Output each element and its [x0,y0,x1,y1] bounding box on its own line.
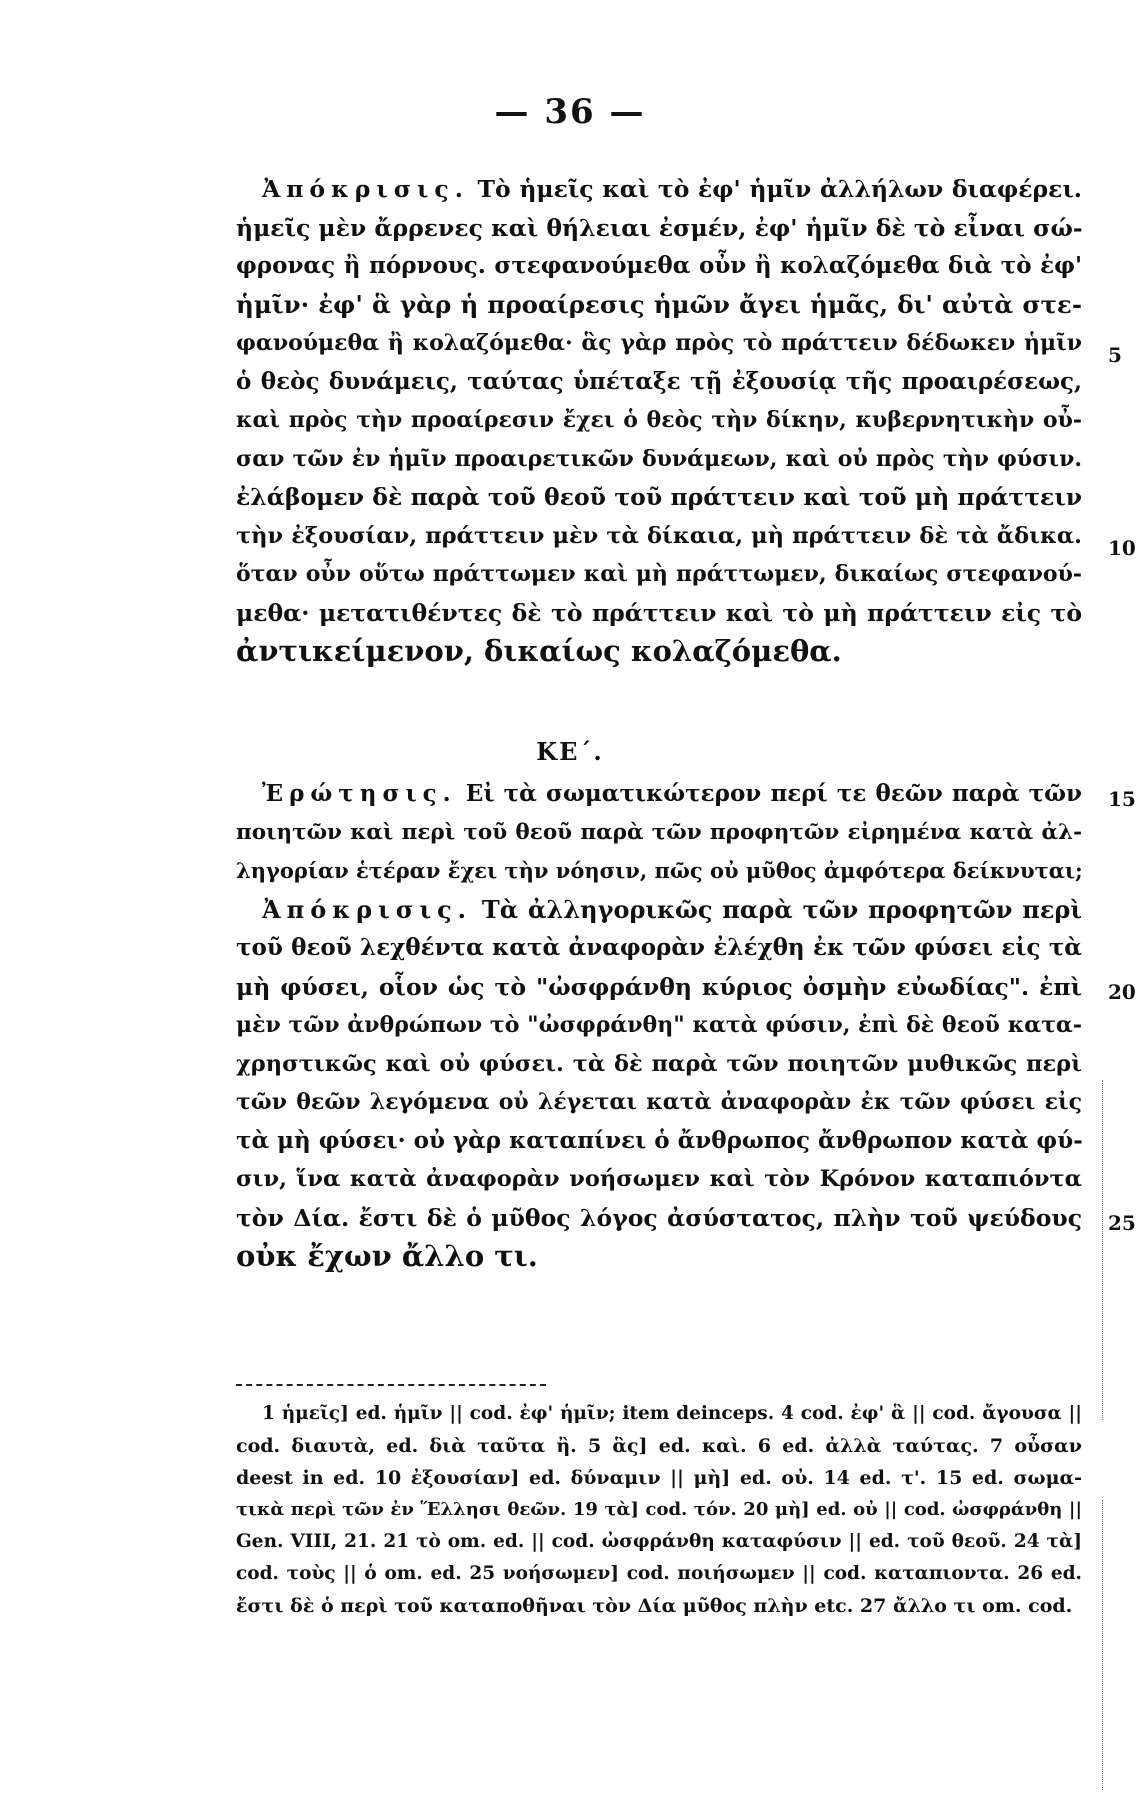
speaker-label: Ἐρώτησις. [262,780,457,807]
text-line: οὐκ ἔχων ἄλλο τι. [236,1239,538,1273]
footnote-line: cod. τοὺς || ὁ om. ed. 25 νοήσωμεν] cod. ποιήσωμεν || cod. καταπιοντα. 26 ed. [236,1563,1082,1584]
text-line: Ἀπόκρισις. Τὸ ἡμεῖς καὶ τὸ ἐφ' ἡμῖν ἀλλήλων διαφέρει. [262,175,1082,203]
scan-edge-mark [1102,1500,1103,1790]
footnote-line: τικὰ περὶ τῶν ἐν Ἕλλησι θεῶν. 19 τὰ] cod. τόν. 20 μὴ] ed. οὐ || cod. ὠσφράνθη || [236,1499,1082,1520]
text-line: ὁ θεὸς δυνάμεις, ταύτας ὑπέταξε τῇ ἐξουσίᾳ τῆς προαιρέσεως, [236,367,1082,395]
text-line: φρονας ἢ πόρνους. στεφανούμεθα οὖν ἢ κολαζόμεθα διὰ τὸ ἐφ' [236,252,1082,279]
scan-edge-mark [1102,1080,1103,1420]
text-line: σιν, ἵνα κατὰ ἀναφορὰν νοήσωμεν καὶ τὸν Κρόνον καταπιόντα [236,1166,1082,1192]
line-number: 20 [1108,980,1136,1004]
footnote-line: Gen. VIII, 21. 21 τὸ om. ed. || cod. ὠσφράνθη καταφύσιν || ed. τοῦ θεοῦ. 24 τὰ] [236,1531,1082,1552]
text-line: ἡμεῖς μὲν ἄρρενες καὶ θήλειαι ἐσμέν, ἐφ' ἡμῖν δὲ τὸ εἶναι σώ- [236,213,1083,242]
line-number: 25 [1108,1211,1136,1235]
line-number: 15 [1108,787,1136,811]
page-number: — 36 — [494,92,646,132]
text-line: μὴ φύσει, οἷον ὡς τὸ "ὠσφράνθη κύριος ὀσμὴν εὐωδίας". ἐπὶ [236,972,1082,1001]
text-line: τοῦ θεοῦ λεχθέντα κατὰ ἀναφορὰν ἐλέχθη ἐκ τῶν φύσει εἰς τὰ [236,934,1082,961]
text-line: μὲν τῶν ἀνθρώπων τὸ "ὠσφράνθη" κατὰ φύσιν, ἐπὶ δὲ θεοῦ κατα- [236,1012,1082,1038]
line-number: 5 [1108,343,1122,367]
text-line: καὶ πρὸς τὴν προαίρεσιν ἔχει ὁ θεὸς τὴν δίκην, κυβερνητικὴν οὖ- [236,407,1082,433]
text-line: φανούμεθα ἢ κολαζόμεθα· ἃς γὰρ πρὸς τὸ πράττειν δέδωκεν ἡμῖν [236,330,1082,356]
text-line: τὴν ἐξουσίαν, πράττειν μὲν τὰ δίκαια, μὴ πράττειν δὲ τὰ ἄδικα. [236,522,1082,549]
text-line: τὰ μὴ φύσει· οὐ γὰρ καταπίνει ὁ ἄνθρωπος ἄνθρωπον κατὰ φύ- [236,1126,1083,1154]
text-line: τῶν θεῶν λεγόμενα οὐ λέγεται κατὰ ἀναφορὰν ἐκ τῶν φύσει εἰς [236,1089,1082,1115]
footnote-line: 1 ἡμεῖς] ed. ἡμῖν || cod. ἐφ' ἡμῖν; item deinceps. 4 cod. ἐφ' ἃ || cod. ἄγουσα || [262,1403,1082,1424]
section-heading: ΚΕ΄. [536,737,604,766]
text-line: σαν τῶν ἐν ἡμῖν προαιρετικῶν δυνάμεων, καὶ οὐ πρὸς τὴν φύσιν. [236,445,1082,472]
speaker-label: Ἀπόκρισις. [262,894,473,924]
footnote-line: ἔστι δὲ ὁ περὶ τοῦ καταποθῆναι τὸν Δία μῦθος πλὴν etc. 27 ἄλλο τι om. cod. [236,1595,1073,1617]
text-line: τὸν Δία. ἔστι δὲ ὁ μῦθος λόγος ἀσύστατος, πλὴν τοῦ ψεύδους [236,1203,1082,1232]
text-line: ἐλάβομεν δὲ παρὰ τοῦ θεοῦ τοῦ πράττειν καὶ τοῦ μὴ πράττειν [236,483,1082,511]
text-line: ληγορίαν ἑτέραν ἔχει τὴν νόησιν, πῶς οὐ μῦθος ἀμφότερα δείκνυται; [236,858,1083,883]
footnote-line: cod. διαυτὰ, ed. διὰ ταῦτα ἢ. 5 ἃς] ed. καὶ. 6 ed. ἀλλὰ ταύτας. 7 οὖσαν [236,1435,1082,1457]
text-line: ὅταν οὖν οὕτω πράττωμεν καὶ μὴ πράττωμεν, δικαίως στεφανού- [236,561,1082,587]
text-line: ἀντικείμενον, δικαίως κολαζόμεθα. [236,634,842,668]
text-line: ποιητῶν καὶ περὶ τοῦ θεοῦ παρὰ τῶν προφητῶν εἰρημένα κατὰ ἀλ- [236,819,1082,845]
text-line: Ἀπόκρισις. Τὰ ἀλληγορικῶς παρὰ τῶν προφητῶν περὶ [262,894,1082,924]
text-line: ἡμῖν· ἐφ' ἃ γὰρ ἡ προαίρεσις ἡμῶν ἄγει ἡμᾶς, δι' αὐτὰ στε- [236,289,1082,319]
footnote-line: deest in ed. 10 ἐξουσίαν] ed. δύναμιν || μὴ] ed. οὐ. 14 ed. τ'. 15 ed. σωμα- [236,1467,1082,1489]
speaker-label: Ἀπόκρισις. [262,175,469,203]
footnote-rule [236,1384,546,1386]
text-line: Ἐρώτησις. Εἰ τὰ σωματικώτερον περί τε θεῶν παρὰ τῶν [262,780,1082,807]
text-line: μεθα· μετατιθέντες δὲ τὸ πράττειν καὶ τὸ μὴ πράττειν εἰς τὸ [236,598,1082,627]
line-number: 10 [1108,536,1136,560]
text-line: χρηστικῶς καὶ οὐ φύσει. τὰ δὲ παρὰ τῶν ποιητῶν μυθικῶς περὶ [236,1050,1082,1077]
